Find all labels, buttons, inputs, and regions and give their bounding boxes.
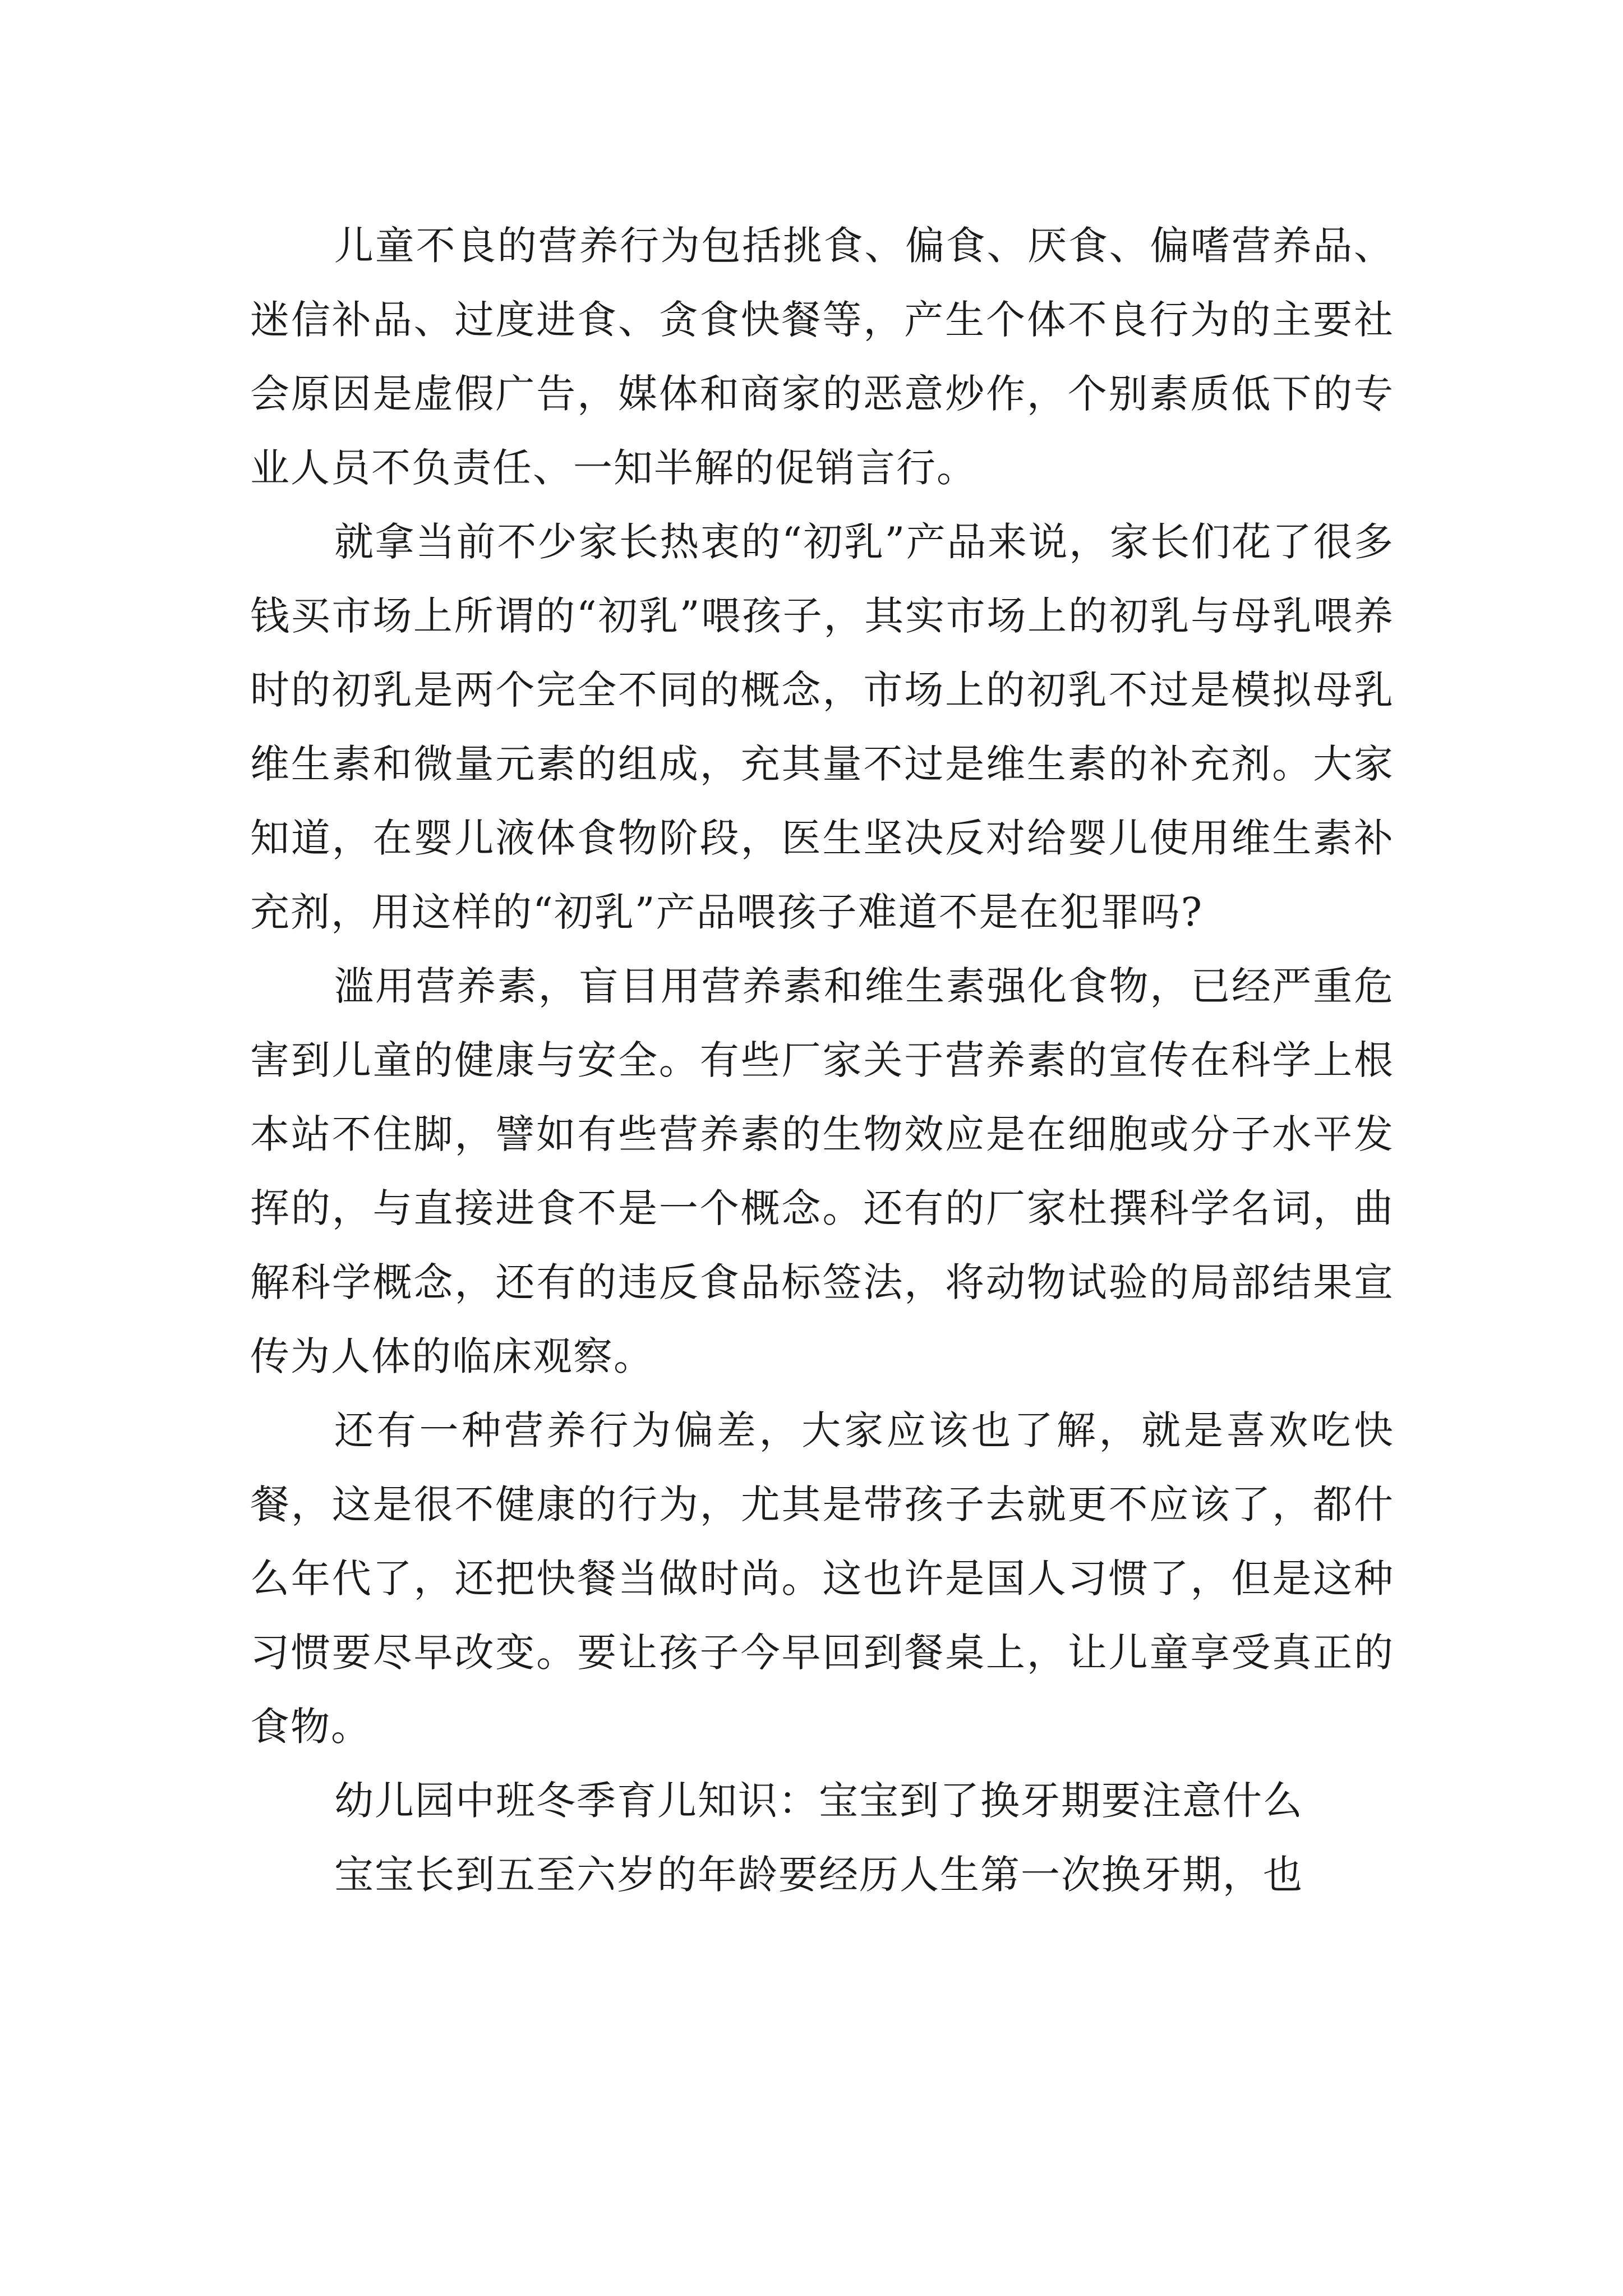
section-heading: 幼儿园中班冬季育儿知识：宝宝到了换牙期要注意什么: [334, 1778, 1303, 1824]
paragraph: 滥用营养素，盲目用营养素和维生素强化食物，已经严重危害到儿童的健康与安全。有些厂家关于营养素的宣传在科学上根本站不住脚，譬如有些营养素的生物效应是在细胞或分子水平发挥的，与直接进食不是一个概念。还有的厂家杜撰科学名词，曲解科学概念，还有的违反食品标签法，将动物试验的局部结果宣传为人体的临床观察。: [250, 963, 1394, 1379]
paragraph: 宝宝长到五至六岁的年龄要经历人生第一次换牙期，也: [334, 1852, 1303, 1898]
paragraph: 儿童不良的营养行为包括挑食、偏食、厌食、偏嗜营养品、迷信补品、过度进食、贪食快餐等，产生个体不良行为的主要社会原因是虚假广告，媒体和商家的恶意炒作，个别素质低下的专业人员不负责任、一知半解的促销言行。: [250, 223, 1394, 491]
document-body: [250, 209, 1394, 1912]
paragraph: 还有一种营养行为偏差，大家应该也了解，就是喜欢吃快餐，这是很不健康的行为，尤其是带孩子去就更不应该了，都什么年代了，还把快餐当做时尚。这也许是国人习惯了，但是这种习惯要尽早改变。要让孩子今早回到餐桌上，让儿童享受真正的食物。: [250, 1407, 1394, 1750]
paragraph: 就拿当前不少家长热衷的“初乳”产品来说，家长们花了很多钱买市场上所谓的“初乳”喂孩子，其实市场上的初乳与母乳喂养时的初乳是两个完全不同的概念，市场上的初乳不过是模拟母乳维生素和微量元素的组成，充其量不过是维生素的补充剂。大家知道，在婴儿液体食物阶段，医生坚决反对给婴儿使用维生素补充剂，用这样的“初乳”产品喂孩子难道不是在犯罪吗?: [250, 519, 1394, 935]
